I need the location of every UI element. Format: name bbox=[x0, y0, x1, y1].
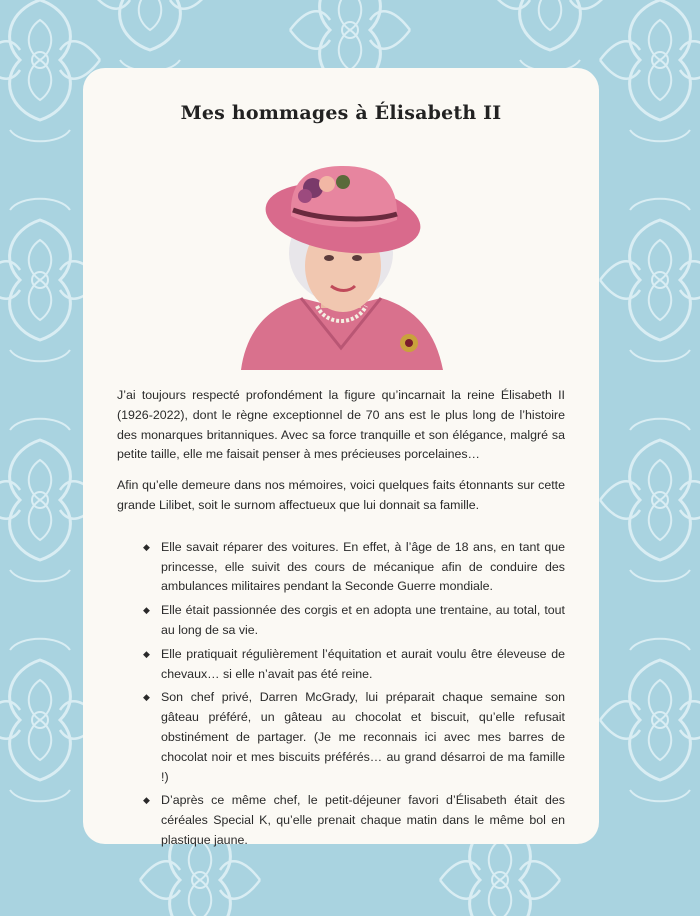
body-text bbox=[117, 386, 565, 855]
tribute-card bbox=[83, 68, 599, 847]
queen-portrait-icon bbox=[221, 158, 461, 370]
list-item: ◆ D’après ce même chef, le petit-déjeuner favori d’Élisabeth était des céréales Special K, qu’elle prenait chaque matin dans le même bol en plastique jaune. bbox=[143, 793, 565, 847]
facts-list bbox=[117, 538, 565, 851]
list-item: ◆ Elle était passionnée des corgis et en adopta une trentaine, au total, tout au long de sa vie. bbox=[143, 603, 565, 637]
page-title: Mes hommages à Élisabeth II bbox=[180, 102, 502, 124]
diamond-bullet-icon: ◆ bbox=[143, 692, 150, 703]
list-item: ◆ Son chef privé, Darren McGrady, lui préparait chaque semaine son gâteau préféré, un gâteau au chocolat et biscuit, qu’elle refusait obstinément de partager. (Je me reconnais ici avec mes barres de chocolat noir et mes biscuits préférés… au grand désarroi de ma famille !) bbox=[143, 690, 565, 784]
list-item: ◆ Elle pratiquait régulièrement l’équitation et aurait voulu être éleveuse de chevaux… si elle n’avait pas été reine. bbox=[143, 646, 565, 681]
diamond-bullet-icon: ◆ bbox=[143, 541, 150, 552]
diamond-bullet-icon: ◆ bbox=[143, 648, 150, 659]
diamond-bullet-icon: ◆ bbox=[143, 795, 150, 806]
intro-paragraph: J’ai toujours respecté profondément la figure qu’incarnait la reine Élisabeth II (1926-2022), dont le règne exceptionnel de 70 ans est le plus long de l’histoire des monarques britanniques. Avec sa force tranquille et son élégance, malgré sa petite taille, elle me faisait penser à mes précieuses porcelaines… bbox=[117, 388, 565, 462]
list-item: ◆ Elle savait réparer des voitures. En effet, à l’âge de 18 ans, en tant que princesse, elle suivit des cours de mécanique afin de conduire des ambulances militaires pendant la Seconde Guerre mondiale. bbox=[143, 539, 565, 594]
diamond-bullet-icon: ◆ bbox=[143, 605, 150, 616]
lilibet-paragraph: Afin qu’elle demeure dans nos mémoires, voici quelques faits étonnants sur cette grande Lilibet, soit le surnom affectueux que lui donnait sa famille. bbox=[117, 478, 565, 512]
